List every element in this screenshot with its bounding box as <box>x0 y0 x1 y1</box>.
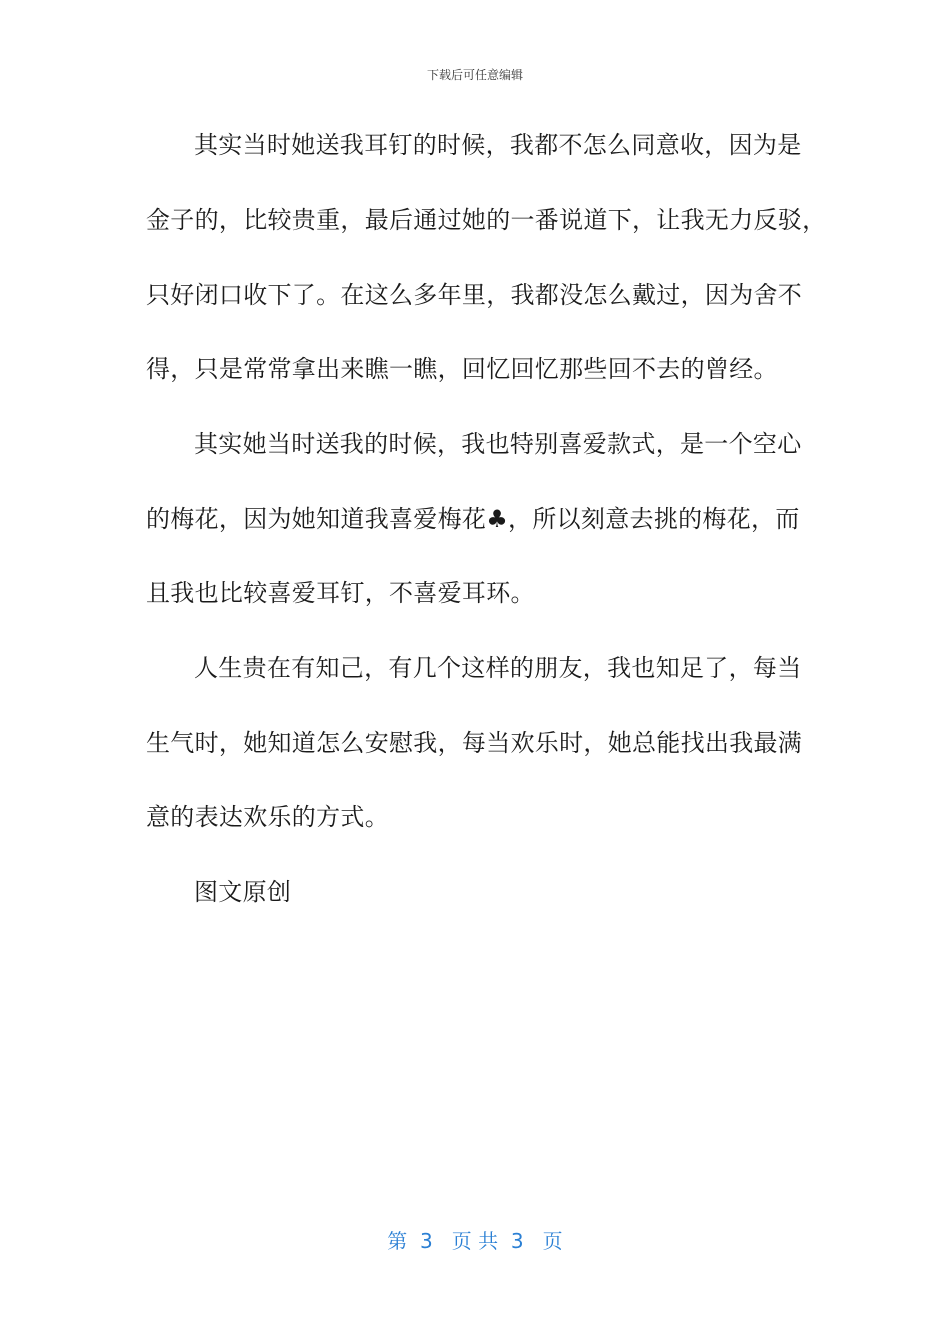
page-header: 下载后可任意编辑 <box>426 68 523 82</box>
paragraph-2-line-3: 且我也比较喜爱耳钉，不喜爱耳环。 <box>146 579 535 607</box>
paragraph-3-line-2: 生气时，她知道怎么安慰我，每当欢乐时，她总能找出我最满 <box>146 729 803 757</box>
paragraph-3-line-3: 意的表达欢乐的方式。 <box>146 803 389 831</box>
paragraph-1-line-3: 只好闭口收下了。在这么多年里，我都没怎么戴过，因为舍不 <box>146 281 803 309</box>
paragraph-2-line-1: 其实她当时送我的时候，我也特别喜爱款式，是一个空心 <box>194 430 802 458</box>
paragraph-3-line-1: 人生贵在有知己，有几个这样的朋友，我也知足了，每当 <box>194 654 802 682</box>
paragraph-4-line-1: 图文原创 <box>194 878 292 906</box>
paragraph-1-line-1: 其实当时她送我耳钉的时候，我都不怎么同意收，因为是 <box>194 131 802 159</box>
paragraph-1-line-4: 得，只是常常拿出来瞧一瞧，回忆回忆那些回不去的曾经。 <box>146 355 778 383</box>
paragraph-1-line-2: 金子的，比较贵重，最后通过她的一番说道下，让我无力反驳， <box>146 206 827 234</box>
paragraph-2-line-2: 的梅花，因为她知道我喜爱梅花♣，所以刻意去挑的梅花，而 <box>146 505 800 533</box>
page-footer: 第 3 页 共 3 页 <box>387 1229 563 1253</box>
